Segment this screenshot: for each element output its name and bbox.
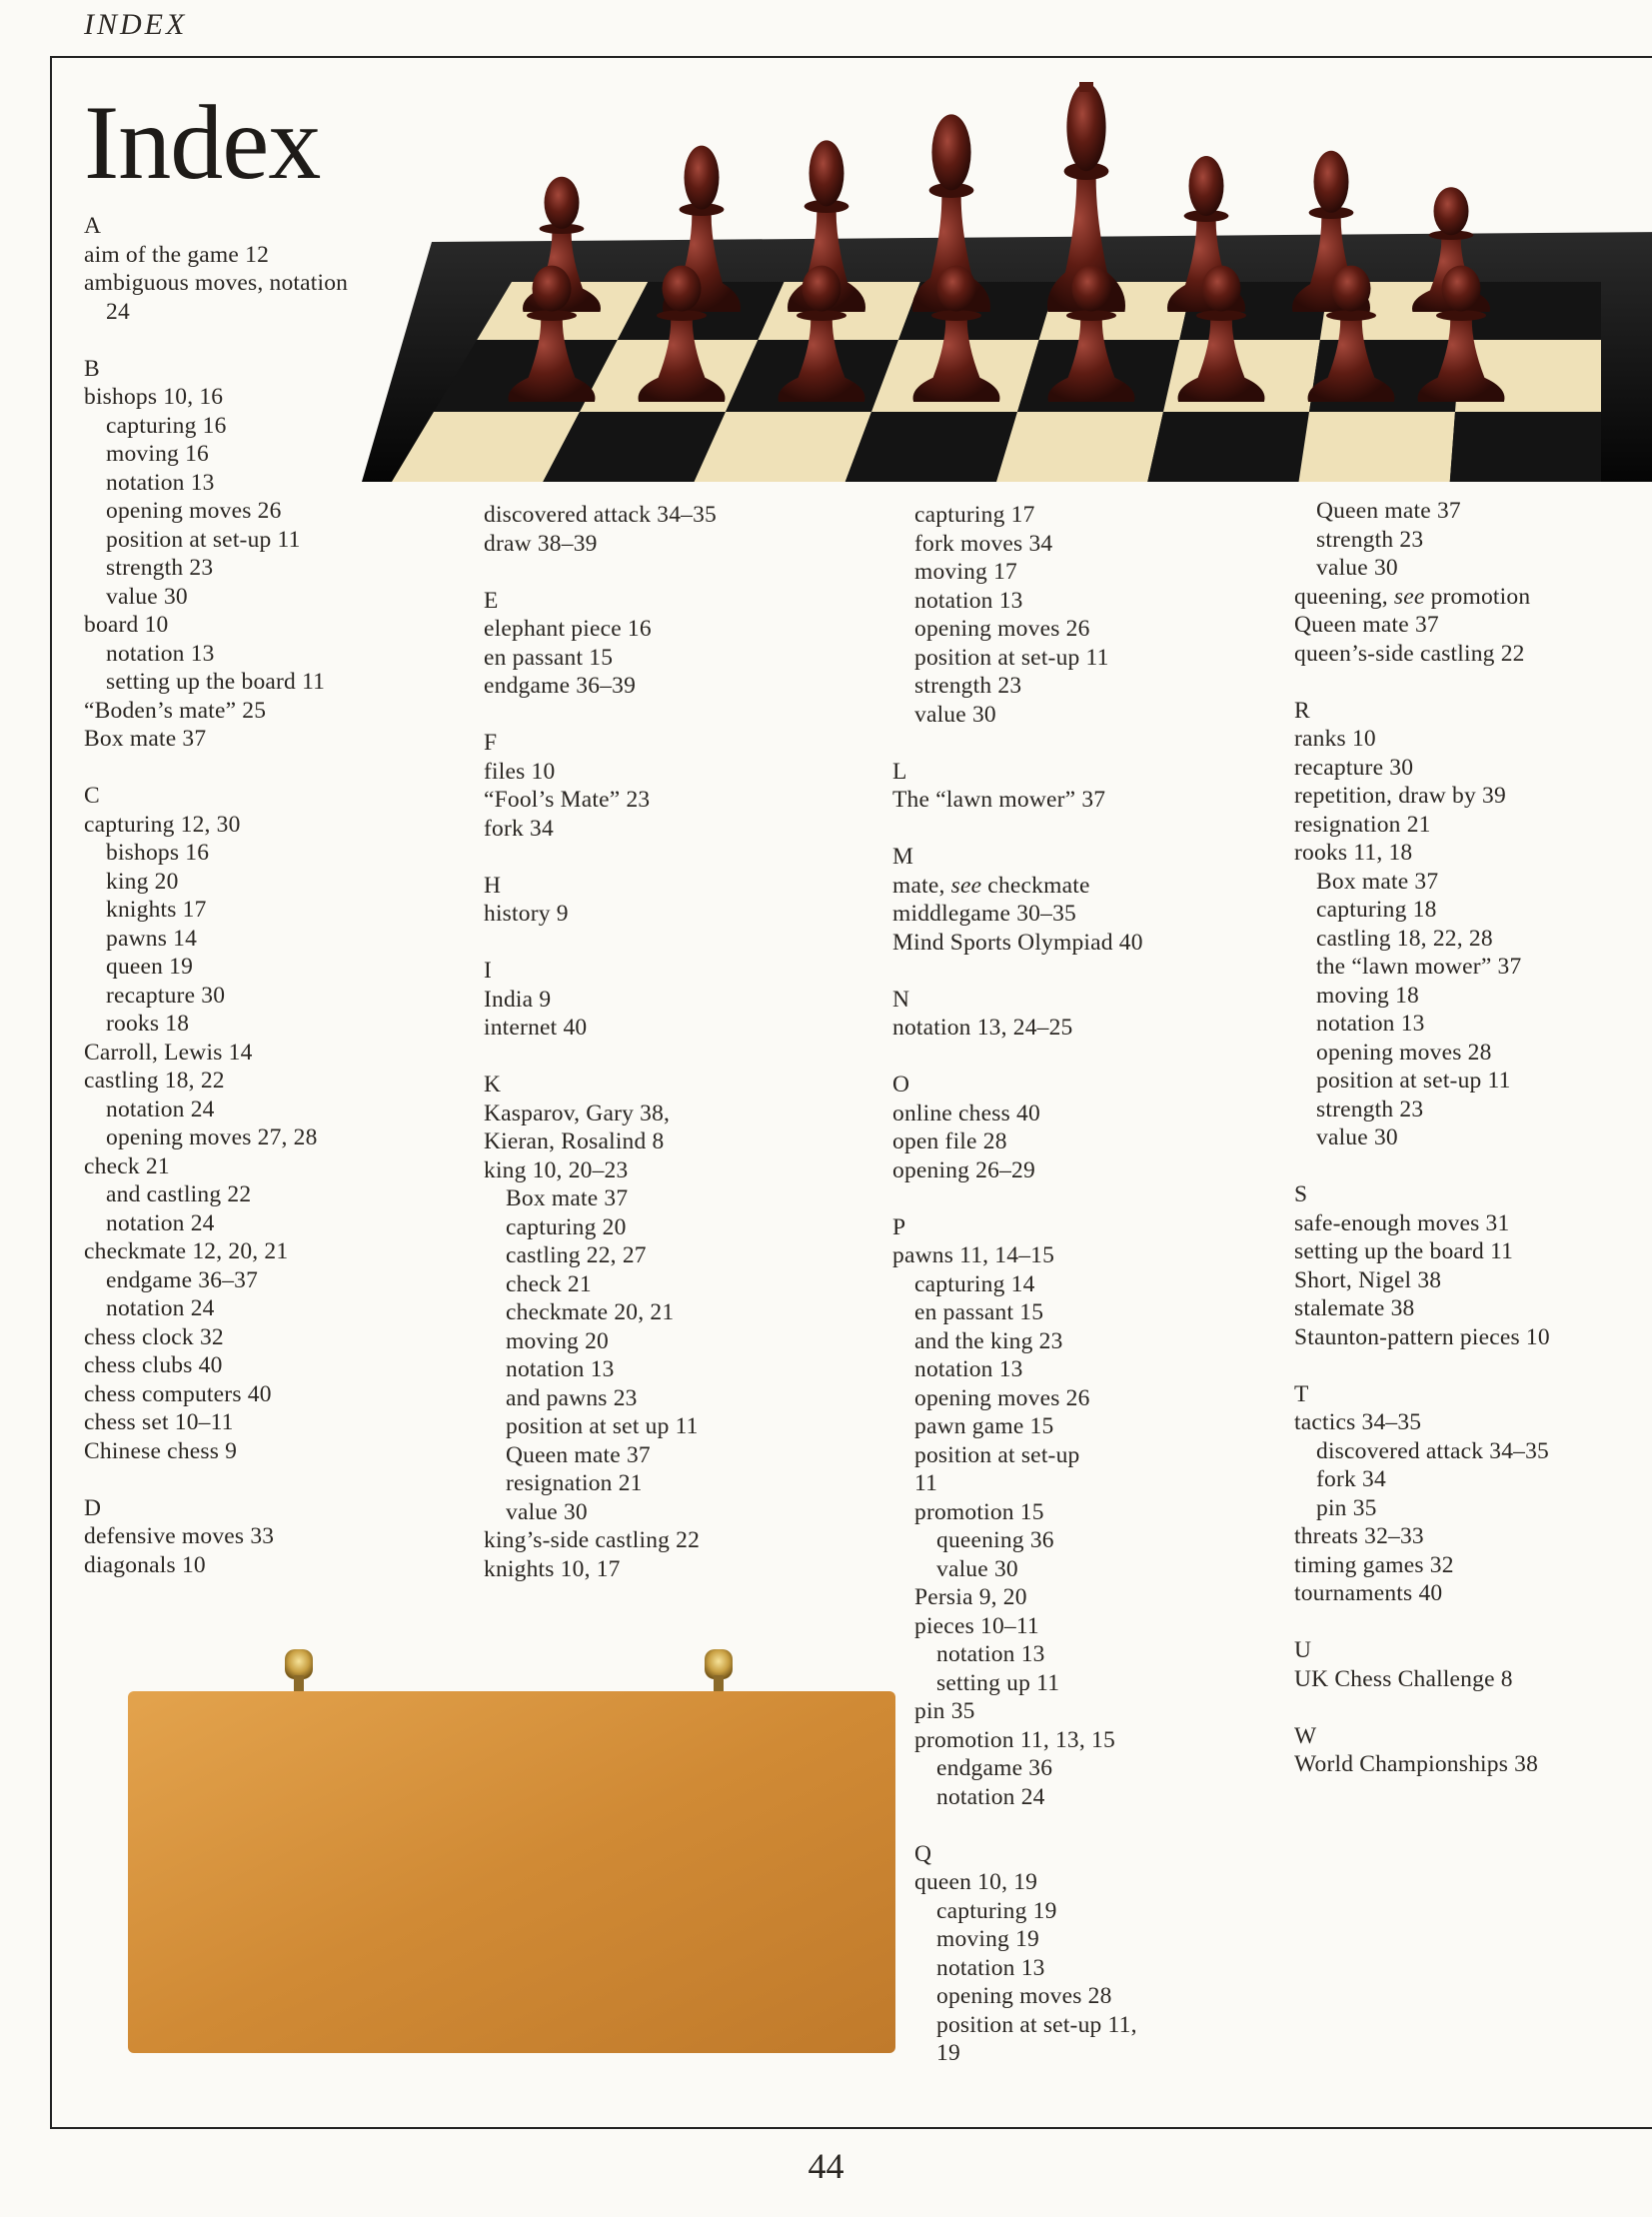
index-entry: “Fool’s Mate” 23 <box>484 787 651 813</box>
spacer <box>1294 1693 1550 1722</box>
index-entry: 24 <box>106 298 130 325</box>
index-entry: 11 <box>914 1470 938 1496</box>
index-column-1 <box>84 212 348 1579</box>
index-entry: middlegame 30–35 <box>892 901 1076 927</box>
index-entry: moving 19 <box>936 1926 1039 1952</box>
index-entry: rooks 11, 18 <box>1294 840 1413 866</box>
index-entry: capturing 18 <box>1316 897 1437 923</box>
index-entry: moving 20 <box>506 1327 609 1354</box>
index-entry: strength 23 <box>106 555 214 581</box>
index-letter-heading: P <box>892 1213 906 1240</box>
index-entry: recapture 30 <box>1294 754 1414 781</box>
index-entry: strength 23 <box>914 673 1022 699</box>
index-entry: queening 36 <box>936 1527 1054 1553</box>
index-entry: opening moves 26 <box>106 498 282 524</box>
index-entry: position at set-up 11 <box>1316 1068 1511 1094</box>
index-entry: capturing 20 <box>506 1213 627 1240</box>
board-square <box>1147 412 1309 482</box>
index-entry: opening moves 26 <box>914 616 1090 642</box>
index-entry: safe-enough moves 31 <box>1294 1209 1510 1236</box>
index-entry: rooks 18 <box>106 1011 190 1037</box>
index-entry: board 10 <box>84 612 169 638</box>
index-entry: online chess 40 <box>892 1100 1040 1126</box>
index-entry: queening, see promotion <box>1294 583 1531 610</box>
index-entry: value 30 <box>1316 1124 1398 1150</box>
index-letter-heading: A <box>84 213 102 239</box>
index-entry: endgame 36–37 <box>106 1266 259 1293</box>
index-entry: internet 40 <box>484 1015 588 1041</box>
index-letter-heading: R <box>1294 697 1310 724</box>
index-entry: capturing 12, 30 <box>84 811 241 838</box>
index-entry: capturing 19 <box>936 1897 1057 1924</box>
index-entry: opening moves 27, 28 <box>106 1124 318 1150</box>
index-entry: Carroll, Lewis 14 <box>84 1039 253 1066</box>
index-entry: notation 13 <box>914 587 1023 614</box>
index-entry: check 21 <box>506 1270 592 1297</box>
index-entry: notation 24 <box>106 1209 215 1236</box>
index-entry: position at set-up <box>914 1441 1080 1468</box>
index-entry: pieces 10–11 <box>914 1612 1039 1639</box>
spacer <box>892 729 1143 758</box>
index-entry: notation 13 <box>936 1641 1045 1667</box>
spacer <box>84 326 348 355</box>
index-entry: castling 18, 22 <box>84 1068 225 1094</box>
index-entry: stalemate 38 <box>1294 1295 1415 1321</box>
spacer <box>484 701 717 730</box>
index-entry: 19 <box>936 2040 960 2066</box>
index-entry: India 9 <box>484 986 552 1013</box>
spacer <box>1294 1608 1550 1637</box>
index-entry: and castling 22 <box>106 1181 252 1207</box>
index-entry: checkmate 12, 20, 21 <box>84 1238 289 1264</box>
index-entry: value 30 <box>936 1555 1018 1582</box>
spacer <box>484 843 717 872</box>
index-column-3 <box>892 501 1143 2068</box>
index-entry: moving 16 <box>106 441 209 467</box>
index-entry: Kasparov, Gary 38, <box>484 1100 671 1126</box>
clock-case <box>128 1691 895 2053</box>
spacer <box>892 1184 1143 1213</box>
index-entry: discovered attack 34–35 <box>484 502 717 528</box>
spacer <box>892 1811 1143 1840</box>
index-entry: history 9 <box>484 901 569 927</box>
index-entry: castling 22, 27 <box>506 1242 647 1268</box>
index-entry: knights 10, 17 <box>484 1555 621 1582</box>
clock-button-left <box>285 1649 313 1679</box>
index-entry: notation 13 <box>506 1356 615 1382</box>
index-entry: pawns 11, 14–15 <box>892 1242 1055 1268</box>
index-entry: endgame 36–39 <box>484 673 637 699</box>
index-entry: moving 18 <box>1316 982 1419 1009</box>
index-entry: draw 38–39 <box>484 530 598 557</box>
index-entry: Box mate 37 <box>506 1185 629 1211</box>
index-entry: position at set up 11 <box>506 1413 699 1439</box>
index-entry: discovered attack 34–35 <box>1316 1437 1549 1464</box>
index-entry: resignation 21 <box>1294 811 1431 838</box>
index-entry: bishops 16 <box>106 840 210 866</box>
index-entry: diagonals 10 <box>84 1551 206 1578</box>
index-entry: Queen mate 37 <box>1316 498 1461 524</box>
index-entry: elephant piece 16 <box>484 616 652 642</box>
index-entry: fork moves 34 <box>914 530 1053 557</box>
spacer <box>892 957 1143 986</box>
index-entry: king’s-side castling 22 <box>484 1527 701 1553</box>
spacer <box>84 754 348 783</box>
index-entry: notation 24 <box>106 1295 215 1321</box>
index-entry: chess computers 40 <box>84 1380 272 1407</box>
index-entry: bishops 10, 16 <box>84 384 224 410</box>
index-entry: promotion 11, 13, 15 <box>914 1726 1115 1753</box>
index-entry: Mind Sports Olympiad 40 <box>892 929 1143 956</box>
chess-set-photo <box>362 82 1652 482</box>
spacer <box>484 1043 717 1072</box>
running-head: INDEX <box>84 8 188 41</box>
index-entry: Box mate 37 <box>84 726 207 752</box>
board-square <box>1299 412 1456 482</box>
index-letter-heading: N <box>892 986 910 1013</box>
index-entry: pawns 14 <box>106 925 198 952</box>
index-letter-heading: U <box>1294 1637 1312 1663</box>
index-entry: ranks 10 <box>1294 726 1376 752</box>
index-letter-heading: M <box>892 844 914 870</box>
index-entry: tactics 34–35 <box>1294 1409 1422 1435</box>
index-entry: notation 24 <box>936 1783 1045 1810</box>
index-letter-heading: F <box>484 730 498 756</box>
index-entry: king 10, 20–23 <box>484 1156 629 1183</box>
index-entry: castling 18, 22, 28 <box>1316 925 1493 952</box>
index-entry: threats 32–33 <box>1294 1523 1424 1549</box>
index-entry: promotion 15 <box>914 1498 1044 1525</box>
index-entry: knights 17 <box>106 897 207 923</box>
index-entry: repetition, draw by 39 <box>1294 783 1506 809</box>
index-entry: setting up the board 11 <box>1294 1238 1514 1264</box>
index-entry: strength 23 <box>1316 1096 1424 1122</box>
spacer <box>1294 668 1550 697</box>
index-entry: open file 28 <box>892 1128 1007 1154</box>
index-entry: pin 35 <box>1316 1494 1377 1521</box>
index-entry: endgame 36 <box>936 1755 1053 1781</box>
index-entry: chess clock 32 <box>84 1323 224 1350</box>
index-entry: defensive moves 33 <box>84 1523 275 1549</box>
index-entry: value 30 <box>506 1498 588 1525</box>
spacer <box>1294 1152 1550 1181</box>
index-entry: tournaments 40 <box>1294 1580 1443 1606</box>
index-entry: aim of the game 12 <box>84 241 270 268</box>
index-entry: queen 10, 19 <box>914 1869 1038 1895</box>
index-letter-heading: W <box>1294 1722 1317 1749</box>
index-entry: World Championships 38 <box>1294 1751 1539 1777</box>
index-entry: Short, Nigel 38 <box>1294 1266 1442 1293</box>
index-column-4 <box>1294 497 1550 1779</box>
index-entry: capturing 14 <box>914 1270 1035 1297</box>
index-entry: recapture 30 <box>106 982 226 1009</box>
index-entry: Chinese chess 9 <box>84 1437 238 1464</box>
index-letter-heading: K <box>484 1072 502 1098</box>
index-letter-heading: S <box>1294 1181 1308 1207</box>
index-letter-heading: T <box>1294 1380 1309 1407</box>
index-entry: Kieran, Rosalind 8 <box>484 1128 665 1154</box>
index-entry: and pawns 23 <box>506 1384 638 1411</box>
index-entry: notation 13 <box>106 469 215 496</box>
index-entry: ambiguous moves, notation <box>84 270 349 296</box>
index-entry: queen’s-side castling 22 <box>1294 640 1525 667</box>
index-entry: capturing 17 <box>914 502 1035 528</box>
index-letter-heading: Q <box>914 1840 932 1867</box>
index-entry: UK Chess Challenge 8 <box>1294 1665 1513 1692</box>
index-entry: setting up 11 <box>936 1669 1060 1696</box>
index-entry: Staunton-pattern pieces 10 <box>1294 1323 1550 1350</box>
index-letter-heading: L <box>892 758 907 785</box>
index-letter-heading: D <box>84 1494 102 1521</box>
index-letter-heading: B <box>84 355 100 382</box>
index-entry: pawn game 15 <box>914 1413 1054 1439</box>
clock-button-right <box>705 1649 733 1679</box>
index-entry: mate, see checkmate <box>892 872 1090 899</box>
index-entry: notation 13 <box>914 1356 1023 1382</box>
index-entry: opening moves 28 <box>1316 1039 1492 1066</box>
index-entry: files 10 <box>484 758 556 785</box>
index-entry: value 30 <box>1316 555 1398 581</box>
index-entry: timing games 32 <box>1294 1551 1454 1578</box>
index-column-2 <box>484 501 717 1583</box>
index-entry: en passant 15 <box>484 644 614 671</box>
index-entry: Queen mate 37 <box>506 1441 651 1468</box>
index-entry: chess clubs 40 <box>84 1352 223 1378</box>
index-letter-heading: E <box>484 587 499 614</box>
spacer <box>1294 1351 1550 1380</box>
board-square <box>996 412 1163 482</box>
index-entry: The “lawn mower” 37 <box>892 787 1106 813</box>
index-entry: setting up the board 11 <box>106 669 326 695</box>
index-entry: moving 17 <box>914 559 1017 585</box>
index-entry: notation 24 <box>106 1096 215 1122</box>
index-letter-heading: H <box>484 872 502 899</box>
spacer <box>84 1465 348 1494</box>
chess-clock-photo <box>120 1639 899 2059</box>
index-entry: position at set-up 11 <box>106 526 301 553</box>
index-entry: value 30 <box>106 583 188 610</box>
index-entry: fork 34 <box>484 815 554 842</box>
spacer <box>892 1043 1143 1072</box>
spacer <box>892 815 1143 844</box>
index-entry: en passant 15 <box>914 1299 1044 1325</box>
index-letter-heading: C <box>84 783 100 809</box>
index-entry: and the king 23 <box>914 1327 1063 1354</box>
index-entry: the “lawn mower” 37 <box>1316 954 1522 980</box>
board-square <box>845 412 1017 482</box>
board-square <box>1450 412 1601 482</box>
index-entry: position at set-up 11, <box>936 2011 1137 2038</box>
index-letter-heading: I <box>484 958 493 984</box>
spacer <box>484 558 717 587</box>
index-entry: Box mate 37 <box>1316 868 1439 895</box>
index-entry: notation 13 <box>936 1954 1045 1981</box>
index-entry: opening 26–29 <box>892 1156 1035 1183</box>
index-entry: “Boden’s mate” 25 <box>84 697 267 724</box>
index-letter-heading: O <box>892 1072 910 1098</box>
index-entry: opening moves 28 <box>936 1983 1112 2009</box>
index-entry: notation 13 <box>106 640 215 667</box>
index-entry: fork 34 <box>1316 1466 1386 1492</box>
index-entry: pin 35 <box>914 1698 975 1724</box>
index-entry: Queen mate 37 <box>1294 612 1439 638</box>
index-entry: capturing 16 <box>106 412 227 439</box>
index-entry: notation 13, 24–25 <box>892 1015 1073 1041</box>
index-entry: strength 23 <box>1316 526 1424 553</box>
index-entry: notation 13 <box>1316 1011 1425 1037</box>
page-number: 44 <box>808 2146 844 2186</box>
page-title: Index <box>84 84 321 201</box>
index-entry: check 21 <box>84 1152 170 1179</box>
index-entry: position at set-up 11 <box>914 644 1109 671</box>
index-entry: checkmate 20, 21 <box>506 1299 675 1325</box>
spacer <box>484 929 717 958</box>
index-entry: queen 19 <box>106 954 194 980</box>
index-entry: chess set 10–11 <box>84 1409 234 1435</box>
index-entry: king 20 <box>106 868 179 895</box>
index-entry: resignation 21 <box>506 1470 643 1496</box>
index-entry: value 30 <box>914 701 996 728</box>
index-entry: Persia 9, 20 <box>914 1584 1027 1610</box>
index-entry: opening moves 26 <box>914 1384 1090 1411</box>
